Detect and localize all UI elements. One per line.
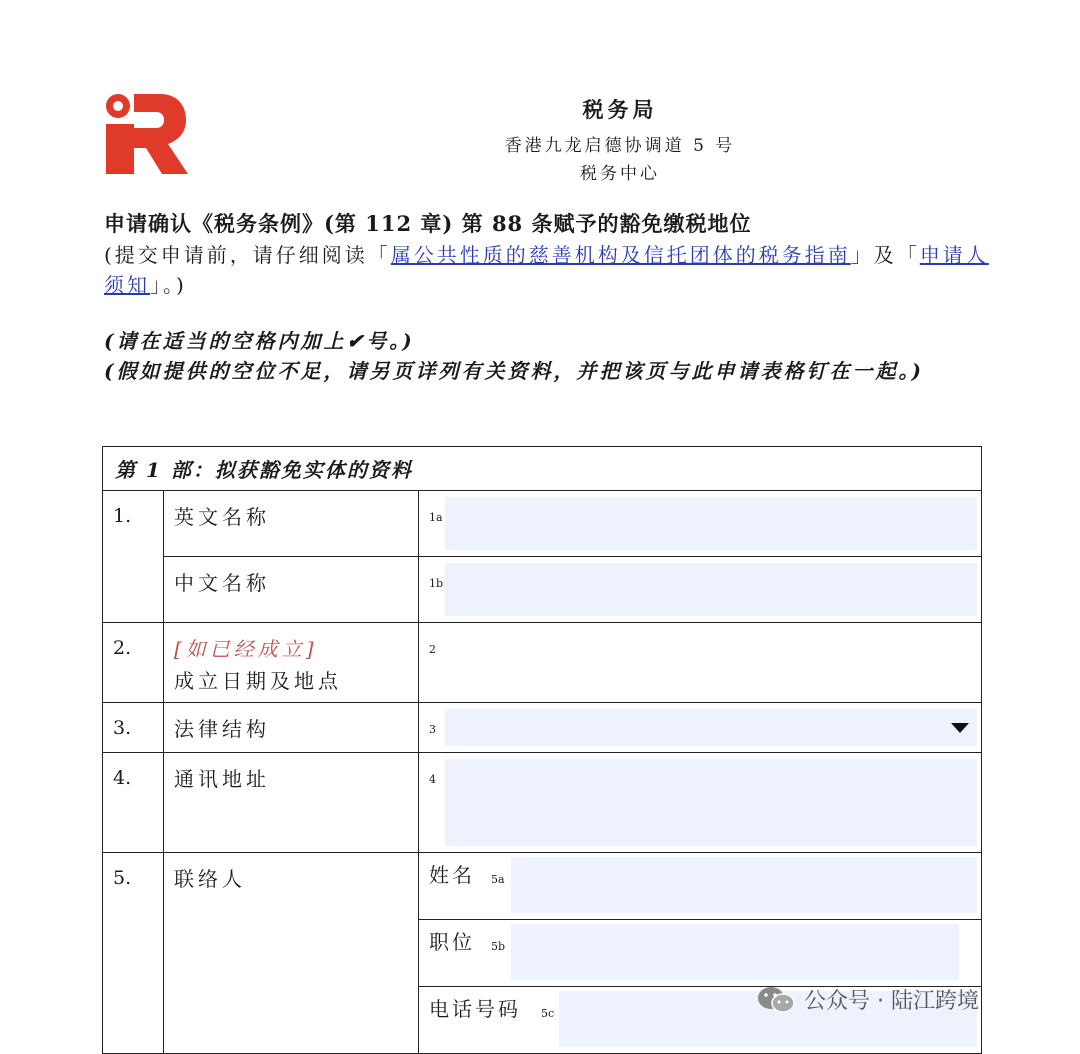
chinese-name-label: 中文名称 <box>164 557 419 623</box>
note-extra-pages: (假如提供的空位不足，请另页详列有关资料，并把该页与此申请表格钉在一起。) <box>104 359 924 383</box>
field-code-5a: 5a <box>491 873 505 886</box>
address-input[interactable] <box>445 759 977 846</box>
establishment-field[interactable] <box>419 623 982 703</box>
intro-middle: 」及「 <box>850 243 920 267</box>
row-number-1: 1. <box>103 491 164 623</box>
intro-suffix: 」。) <box>150 273 187 297</box>
source-watermark <box>756 984 979 1015</box>
english-name-field[interactable] <box>419 491 982 557</box>
part-1-heading: 第 1 部：拟获豁免实体的资料 <box>103 447 982 491</box>
field-code-1b: 1b <box>429 577 444 590</box>
form-title: 申请确认《税务条例》(第 112 章) 第 88 条赋予的豁免缴税地位 <box>104 211 752 236</box>
applicant-notes-link[interactable]: 申请人须知 <box>104 243 989 297</box>
row-number-5: 5. <box>103 853 164 1054</box>
centre-line: 税务中心 <box>580 164 660 184</box>
field-code-5b: 5b <box>491 940 506 953</box>
form-part-1 <box>102 446 982 1054</box>
intro-paragraph <box>104 240 994 300</box>
contact-position-label: 职位 <box>429 930 475 954</box>
intro-prefix: (提交申请前，请仔细阅读「 <box>104 243 391 267</box>
ird-logo <box>104 92 188 174</box>
document-header <box>380 94 860 188</box>
contact-position-input[interactable] <box>511 924 959 980</box>
field-code-5c: 5c <box>541 1007 555 1020</box>
row-number-2: 2. <box>103 623 164 703</box>
field-code-4: 4 <box>429 773 436 786</box>
field-code-2: 2 <box>429 643 436 656</box>
chinese-name-input[interactable] <box>445 563 977 616</box>
field-code-3: 3 <box>429 723 436 736</box>
contact-person-subfields <box>419 853 982 1054</box>
contact-position-row <box>419 920 981 987</box>
establishment-date-place-label: 成立日期及地点 <box>174 669 342 693</box>
address-field[interactable] <box>419 753 982 853</box>
instruction-notes <box>104 326 984 386</box>
address-line: 香港九龙启德协调道 5 号 <box>504 136 736 156</box>
contact-person-label: 联络人 <box>164 853 419 1054</box>
contact-name-row <box>419 853 981 920</box>
establishment-label <box>164 623 419 703</box>
row-number-3: 3. <box>103 703 164 753</box>
wechat-icon <box>756 985 796 1015</box>
field-code-1a: 1a <box>429 511 443 524</box>
chevron-down-icon[interactable] <box>951 723 969 733</box>
english-name-input[interactable] <box>445 497 977 550</box>
legal-structure-select[interactable] <box>419 703 982 753</box>
contact-phone-label: 电话号码 <box>429 997 521 1021</box>
condition-note: [如已经成立] <box>174 637 318 661</box>
legal-structure-dropdown[interactable] <box>445 709 977 746</box>
row-number-4: 4. <box>103 753 164 853</box>
contact-name-label: 姓名 <box>429 863 475 887</box>
tax-guide-link[interactable]: 属公共性质的慈善机构及信托团体的税务指南 <box>390 243 851 267</box>
contact-name-input[interactable] <box>511 857 977 913</box>
address-label: 通讯地址 <box>164 753 419 853</box>
source-text: 公众号 · 陆江跨境 <box>804 989 979 1014</box>
legal-structure-label: 法律结构 <box>164 703 419 753</box>
note-tick: (请在适当的空格内加上✔号。) <box>104 329 415 353</box>
establishment-input[interactable] <box>445 629 977 696</box>
english-name-label: 英文名称 <box>164 491 419 557</box>
chinese-name-field[interactable] <box>419 557 982 623</box>
department-name: 税务局 <box>582 97 658 122</box>
